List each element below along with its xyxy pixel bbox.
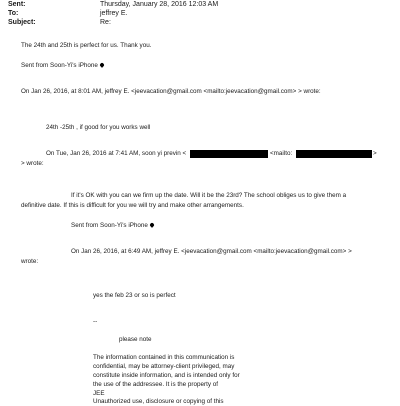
to-value: jeffrey E. [100, 10, 128, 17]
quote-header-2d: > wrote: [21, 160, 44, 167]
quote-header-2c: > [373, 150, 377, 157]
quote-header-1: On Jan 26, 2016, at 8:01 AM, jeffrey E. <jeevacation@gmail.com <mailto:jeevacation@gmail.com> > wrote: [21, 88, 321, 95]
disclaimer-heading: please note [119, 336, 152, 343]
quoted-line-3: definitive date. If this is difficult for you we will try and make other arrangements. [21, 202, 244, 209]
disclaimer-line-2: confidential, may be attorney-client privileged, may [93, 363, 235, 370]
disclaimer-line-5: JEE [93, 390, 105, 397]
subject-label: Subject: [8, 19, 36, 26]
quote-header-3b: wrote: [21, 258, 39, 265]
location-pin-icon [149, 222, 155, 228]
quoted-line-2: If it's OK with you can we firm up the date. Will it be the 23rd? The school obliges us to give them a [71, 192, 347, 199]
subject-value: Re: [100, 19, 111, 26]
quoted-line-1: 24th -25th , if good for you works well [46, 124, 151, 131]
signature-separator: -- [93, 318, 98, 325]
disclaimer-line-1: The information contained in this communication is [93, 354, 235, 361]
quote-header-2b: <mailto: [270, 150, 293, 157]
reply-line-1: The 24th and 25th is perfect for us. Thank you. [21, 42, 152, 49]
to-label: To: [8, 10, 19, 17]
disclaimer-line-4: the use of the addressee. It is the property of [93, 381, 218, 388]
disclaimer-line-6: Unauthorized use, disclosure or copying of this [93, 398, 224, 405]
quote-header-2a: On Tue, Jan 26, 2016 at 7:41 AM, soon yi previn < [46, 150, 187, 157]
signature-line-2 [71, 222, 154, 230]
sent-label: Sent: [8, 1, 26, 8]
signature-text-2: Sent from Soon-Yi's iPhone [71, 222, 148, 229]
quoted-line-4: yes the feb 23 or so is perfect [93, 292, 176, 299]
quote-header-3: On Jan 26, 2016, at 6:49 AM, jeffrey E. <jeevacation@gmail.com <mailto:jeevacation@gmail.com> > [71, 248, 352, 255]
signature-line-1 [21, 62, 104, 70]
redaction-bar-1 [190, 150, 268, 158]
location-pin-icon [99, 62, 105, 68]
signature-text-1: Sent from Soon-Yi's iPhone [21, 62, 98, 69]
disclaimer-line-3: constitute inside information, and is intended only for [93, 372, 240, 379]
redaction-bar-2 [296, 150, 372, 158]
sent-value: Thursday, January 28, 2016 12:03 AM [100, 1, 219, 8]
